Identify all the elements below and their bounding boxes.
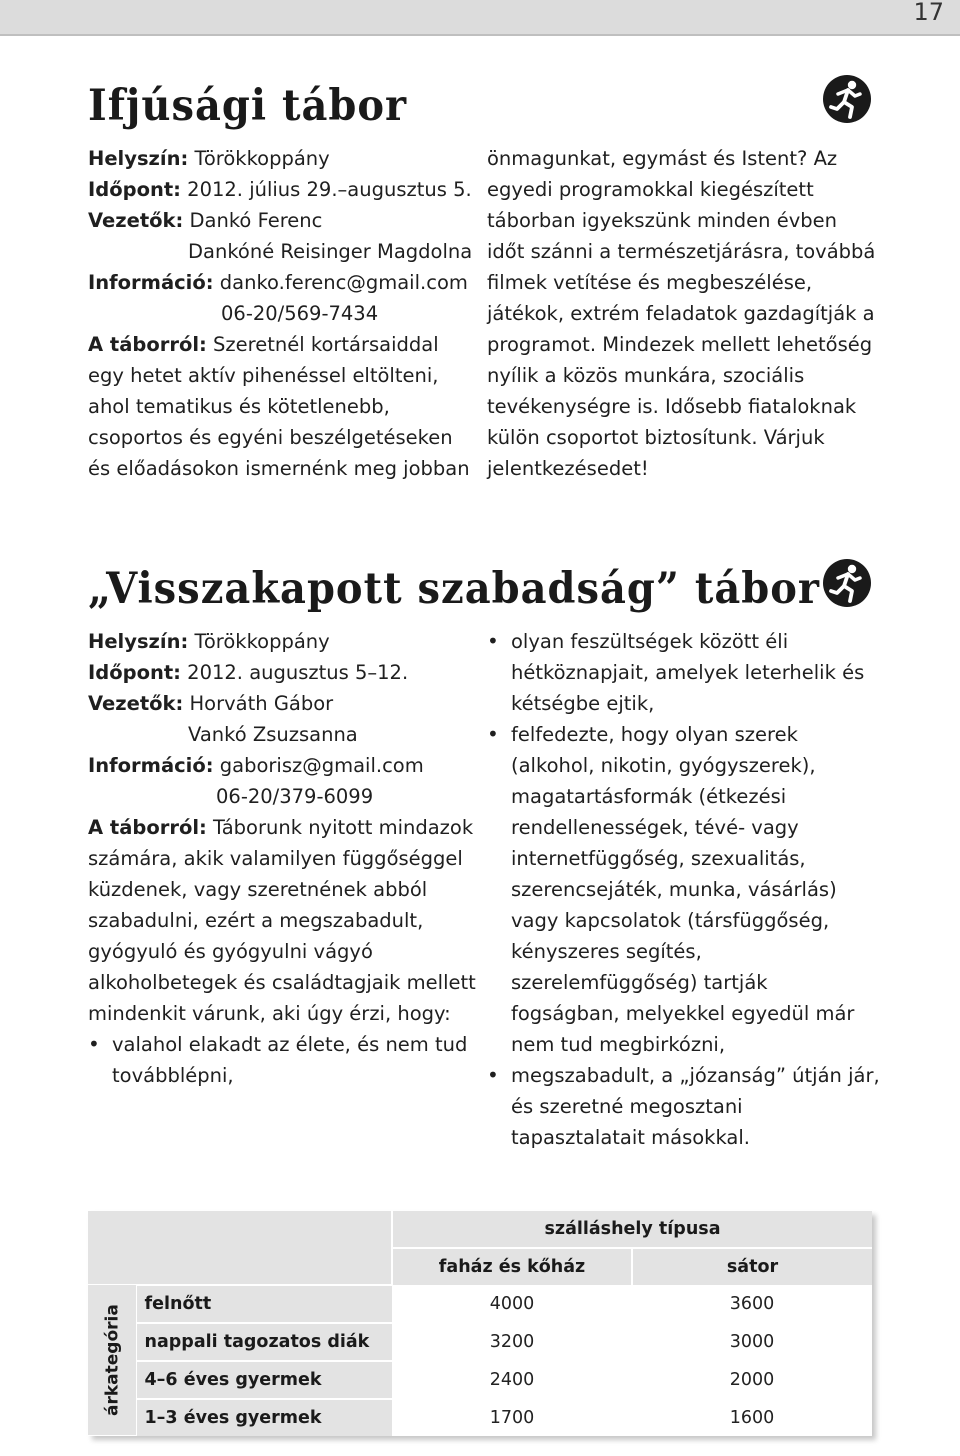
- runner-icon: [822, 558, 872, 608]
- leaders-label: Vezetők:: [88, 209, 184, 232]
- price-cell: 3200: [489, 1332, 535, 1352]
- table-row: [88, 1323, 872, 1361]
- price-table: [88, 1211, 872, 1436]
- bullet-list-right: [487, 626, 882, 1153]
- list-item: • olyan feszültségek között éli hétköznapjait, amelyek leterhelik és kétségbe ejtik,: [487, 626, 882, 719]
- table-header-row: [88, 1211, 872, 1248]
- email-link[interactable]: danko.ferenc@gmail.com: [219, 271, 468, 294]
- date-line: [88, 657, 478, 688]
- leader-1: Dankó Ferenc: [189, 209, 323, 232]
- section2-title: „Visszakapott szabadság” tábor: [88, 563, 820, 614]
- email-link[interactable]: gaborisz@gmail.com: [219, 754, 424, 777]
- leader-2: Vankó Zsuzsanna: [188, 723, 358, 746]
- price-cell: 1600: [729, 1407, 775, 1428]
- date-value: 2012. július 29.–augusztus 5.: [187, 178, 472, 201]
- about-text-right: önmagunkat, egymást és Istent? Az egyedi programokkal kiegészített táborban igyekszünk minden évben időt szánni a természetjárásra, továbbá filmek vetítése és megbeszélése, játékok, extrém feladatok gazdagítják a programot. Mindezek mellett lehetőség nyílik a közös munkára, szociális tevékenységre is. Idősebb fiataloknak külön csoportot biztosítunk. Várjuk jelentkezésedet!: [487, 147, 876, 480]
- date-line: [88, 174, 478, 205]
- phone-line: [88, 298, 478, 329]
- price-cell: 3600: [729, 1294, 775, 1314]
- bullet-list-left: [88, 1029, 478, 1091]
- phone-number: 06-20/569-7434: [221, 302, 379, 325]
- section2-left-column: [88, 626, 478, 1091]
- leaders-line: [88, 205, 478, 236]
- price-cell: 1700: [489, 1407, 535, 1428]
- location-value: Törökkoppány: [194, 147, 330, 170]
- leader-1: Horváth Gábor: [189, 692, 334, 715]
- about-label: A táborról:: [88, 816, 207, 839]
- runner-icon: [822, 74, 872, 124]
- accommodation-type-header: szálláshely típusa: [392, 1211, 872, 1248]
- leader-2-line: [88, 236, 478, 267]
- location-line: [88, 143, 478, 174]
- row-label: 1–3 éves gyermek: [136, 1399, 392, 1436]
- location-line: [88, 626, 478, 657]
- list-item: • megszabadult, a „józanság” útján jár, és szeretné megosztani tapasztalatait másokkal.: [487, 1060, 882, 1153]
- page-number: 17: [913, 0, 944, 26]
- table-corner: [88, 1211, 392, 1285]
- date-value: 2012. augusztus 5–12.: [187, 661, 409, 684]
- price-cell: 4000: [489, 1294, 535, 1314]
- list-item: • valahol elakadt az élete, és nem tud továbblépni,: [88, 1029, 478, 1091]
- about-paragraph: [88, 812, 478, 1029]
- section1-title: Ifjúsági tábor: [88, 80, 408, 131]
- header-divider: [0, 34, 960, 36]
- leaders-line: [88, 688, 478, 719]
- phone-number: 06-20/379-6099: [216, 785, 374, 808]
- info-label: Információ:: [88, 754, 214, 777]
- leader-2-line: [88, 719, 478, 750]
- date-label: Időpont:: [88, 661, 181, 684]
- leader-2: Dankóné Reisinger Magdolna: [188, 240, 473, 263]
- about-paragraph: [88, 329, 478, 484]
- info-line: [88, 750, 478, 781]
- info-line: [88, 267, 478, 298]
- leaders-label: Vezetők:: [88, 692, 184, 715]
- price-cell: 3000: [729, 1332, 775, 1352]
- price-cell: 2000: [729, 1370, 775, 1390]
- info-label: Információ:: [88, 271, 214, 294]
- column-header-cabin: faház és kőház: [392, 1248, 632, 1285]
- section2-right-column: [487, 626, 882, 1153]
- about-text: Táborunk nyitott mindazok számára, akik valamilyen függőséggel küzdenek, vagy szeretnének abból szabadulni, ezért a megszabadult, gyógyuló és gyógyulni vágyó alkoholbetegek és családtagjaik mellett mindenkit várunk, aki úgy érzi, hogy:: [88, 816, 476, 1025]
- section1-right-column: [487, 143, 877, 484]
- location-label: Helyszín:: [88, 147, 189, 170]
- page-header-bar: [0, 0, 960, 34]
- price-category-label: árkategória: [88, 1285, 136, 1436]
- column-header-tent: sátor: [632, 1248, 872, 1285]
- table-row: [88, 1285, 872, 1323]
- about-text-left: Szeretnél kortársaiddal egy hetet aktív pihenéssel eltölteni, ahol tematikus és kötetlenebb, csoportos és egyéni beszélgetéseken és előadásokon ismernénk meg jobban: [88, 333, 470, 480]
- row-label: nappali tagozatos diák: [136, 1323, 392, 1361]
- section1-left-column: [88, 143, 478, 484]
- price-cell: 2400: [489, 1370, 535, 1390]
- table-row: [88, 1361, 872, 1399]
- location-value: Törökkoppány: [194, 630, 330, 653]
- list-item: • felfedezte, hogy olyan szerek (alkohol, nikotin, gyógyszerek), magatartásformák (étkezési rendellenességek, tévé- vagy internetfüggőség, szexualitás, szerencsejáték, munka, vásárlás) vagy kapcsolatok (társfüggőség, kényszeres segítés, szerelemfüggőség) tartják fogságban, melyekkel egyedül már nem tud megbirkózni,: [487, 719, 882, 1060]
- location-label: Helyszín:: [88, 630, 189, 653]
- date-label: Időpont:: [88, 178, 181, 201]
- phone-line: [88, 781, 478, 812]
- row-label: 4–6 éves gyermek: [136, 1361, 392, 1399]
- about-label: A táborról:: [88, 333, 207, 356]
- table-row: [88, 1399, 872, 1436]
- row-label: felnőtt: [136, 1285, 392, 1323]
